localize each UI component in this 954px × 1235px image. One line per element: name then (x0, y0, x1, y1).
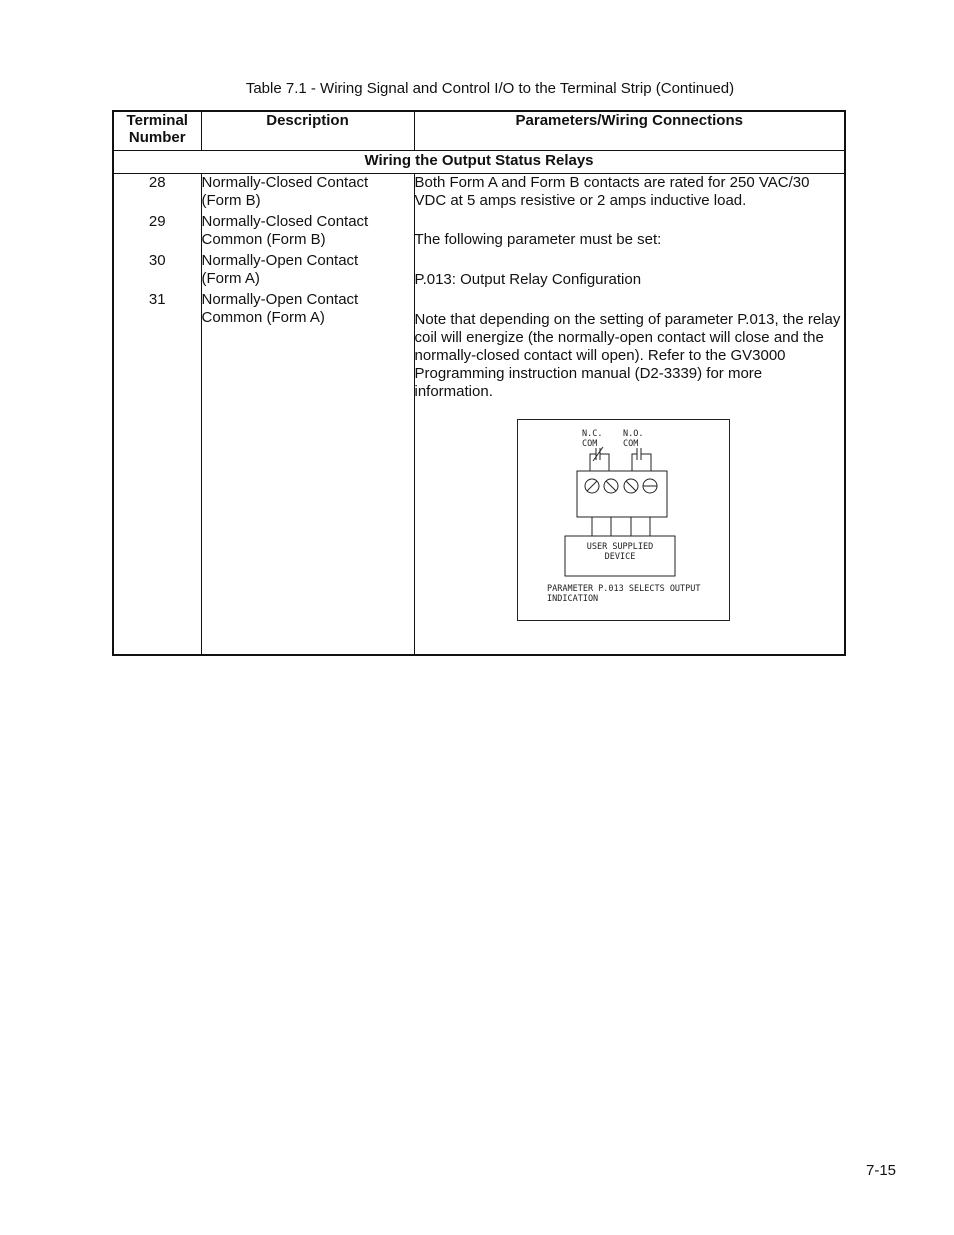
page-number: 7-15 (866, 1162, 897, 1179)
terminal-number: 30 (148, 251, 166, 269)
description-line: Normally-Open Contact (201, 251, 359, 269)
terminal-screws (585, 479, 657, 493)
header-terminal-number (113, 111, 201, 150)
nc-com-label: COM (581, 438, 597, 449)
device-wires (592, 517, 650, 536)
description-line: (Form A) (201, 269, 260, 287)
relay-wiring-diagram (517, 419, 730, 621)
description-item (202, 213, 414, 252)
description-line: Normally-Closed Contact (201, 173, 369, 191)
device-label-line1: USER SUPPLIED (586, 541, 653, 552)
description-item (202, 291, 414, 330)
header-description: Description (201, 111, 414, 150)
terminal-number: 28 (148, 173, 166, 191)
description-line: Common (Form A) (201, 308, 325, 326)
header-terminal-line2: Number (128, 129, 186, 146)
table-row (113, 173, 845, 655)
description-line: (Form B) (201, 191, 261, 209)
descriptions-cell (201, 173, 414, 655)
parameters-cell (414, 173, 845, 655)
nc-label: N.C. (581, 428, 602, 439)
diagram-note-line1: PARAMETER P.013 SELECTS OUTPUT (546, 583, 701, 594)
terminal-block (577, 471, 667, 517)
header-row (113, 111, 845, 150)
description-item (202, 252, 414, 291)
terminal-number: 31 (148, 290, 166, 308)
wiring-table (112, 110, 846, 656)
note-paragraph: Note that depending on the setting of parameter P.013, the relay coil will energize (the normally-open contact will close and the normally-closed contact will open). Refer to the GV3000 Programming instruction manual (D2-3339) for more information. (414, 310, 841, 400)
section-title: Wiring the Output Status Relays (113, 150, 845, 173)
parameter-name-paragraph: P.013: Output Relay Configuration (414, 270, 642, 288)
section-row (113, 150, 845, 173)
description-line: Common (Form B) (201, 230, 326, 248)
rating-paragraph: Both Form A and Form B contacts are rated for 250 VAC/30 VDC at 5 amps resistive or 2 amps inductive load. (414, 173, 810, 209)
no-com-label: COM (622, 438, 638, 449)
description-line: Normally-Open Contact (201, 290, 359, 308)
header-parameters: Parameters/Wiring Connections (414, 111, 845, 150)
relay-wiring-diagram-svg (517, 419, 730, 621)
device-label-line2: DEVICE (604, 551, 635, 562)
description-line: Normally-Closed Contact (201, 212, 369, 230)
terminal-number: 29 (148, 212, 166, 230)
parameter-intro-paragraph: The following parameter must be set: (414, 230, 662, 248)
description-item (202, 174, 414, 213)
header-terminal-line1: Terminal (126, 112, 188, 129)
no-contact-symbol (632, 448, 651, 471)
nc-contact-symbol (590, 447, 609, 471)
table-caption: Table 7.1 - Wiring Signal and Control I/O to the Terminal Strip (Continued) (245, 80, 735, 97)
diagram-note-line2: INDICATION (546, 593, 598, 604)
no-label: N.O. (622, 428, 643, 439)
terminal-numbers-cell (113, 173, 201, 655)
